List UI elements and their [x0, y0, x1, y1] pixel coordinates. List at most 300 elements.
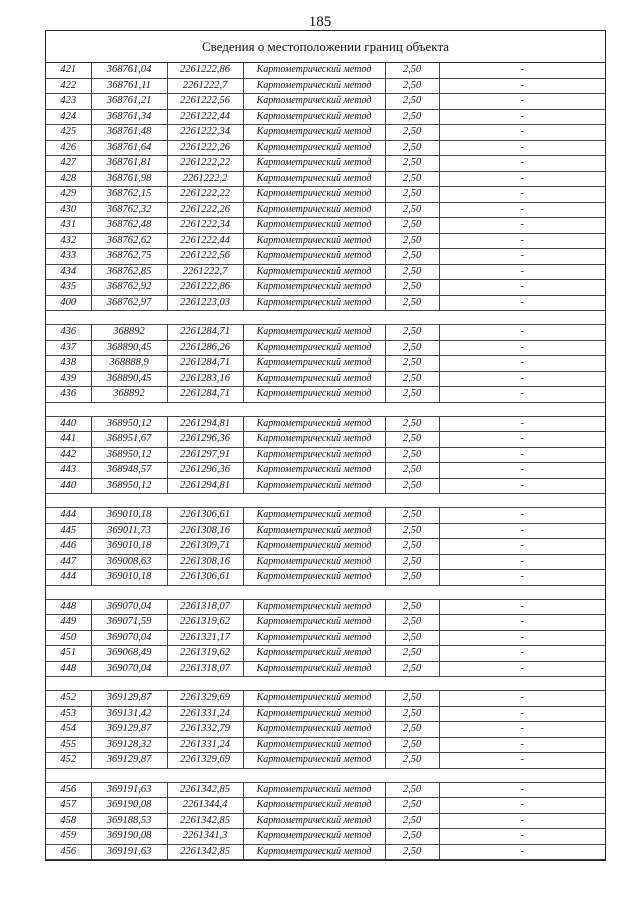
table-row: [46, 249, 605, 265]
x-coordinate-cell: 369011,73: [91, 523, 167, 539]
point-number-cell: 456: [46, 844, 91, 860]
method-cell: Картометрический метод: [243, 387, 385, 403]
separator-cell: [46, 402, 605, 416]
point-number-cell: 429: [46, 187, 91, 203]
table-row: [46, 140, 605, 156]
point-number-cell: 459: [46, 829, 91, 845]
accuracy-cell: 2,50: [385, 570, 439, 586]
x-coordinate-cell: 369191,63: [91, 782, 167, 798]
x-coordinate-cell: 368762,85: [91, 264, 167, 280]
y-coordinate-cell: 2261319,62: [167, 646, 243, 662]
x-coordinate-cell: 369191,63: [91, 844, 167, 860]
description-cell: -: [439, 280, 605, 296]
description-cell: -: [439, 156, 605, 172]
accuracy-cell: 2,50: [385, 371, 439, 387]
description-cell: -: [439, 63, 605, 78]
description-cell: -: [439, 295, 605, 311]
accuracy-cell: 2,50: [385, 416, 439, 432]
y-coordinate-cell: 2261222,44: [167, 233, 243, 249]
table-row: [46, 798, 605, 814]
point-number-cell: 436: [46, 387, 91, 403]
x-coordinate-cell: 368762,75: [91, 249, 167, 265]
y-coordinate-cell: 2261294,81: [167, 478, 243, 494]
point-number-cell: 434: [46, 264, 91, 280]
method-cell: Картометрический метод: [243, 691, 385, 707]
method-cell: Картометрический метод: [243, 202, 385, 218]
y-coordinate-cell: 2261318,07: [167, 599, 243, 615]
accuracy-cell: 2,50: [385, 630, 439, 646]
separator-cell: [46, 585, 605, 599]
x-coordinate-cell: 369010,18: [91, 570, 167, 586]
description-cell: -: [439, 646, 605, 662]
separator-cell: [46, 311, 605, 325]
table-row: [46, 109, 605, 125]
x-coordinate-cell: 369010,18: [91, 508, 167, 524]
point-number-cell: 458: [46, 813, 91, 829]
table-row: [46, 722, 605, 738]
y-coordinate-cell: 2261222,7: [167, 264, 243, 280]
description-cell: -: [439, 813, 605, 829]
method-cell: Картометрический метод: [243, 782, 385, 798]
description-cell: -: [439, 171, 605, 187]
x-coordinate-cell: 368888,9: [91, 356, 167, 372]
description-cell: -: [439, 539, 605, 555]
description-cell: -: [439, 630, 605, 646]
table-row: [46, 661, 605, 677]
x-coordinate-cell: 368761,11: [91, 78, 167, 94]
description-cell: -: [439, 829, 605, 845]
method-cell: Картометрический метод: [243, 109, 385, 125]
y-coordinate-cell: 2261294,81: [167, 416, 243, 432]
coordinates-table: [46, 63, 605, 860]
accuracy-cell: 2,50: [385, 691, 439, 707]
method-cell: Картометрический метод: [243, 722, 385, 738]
method-cell: Картометрический метод: [243, 615, 385, 631]
table-row: [46, 340, 605, 356]
description-cell: -: [439, 782, 605, 798]
point-number-cell: 426: [46, 140, 91, 156]
point-number-cell: 455: [46, 737, 91, 753]
method-cell: Картометрический метод: [243, 844, 385, 860]
y-coordinate-cell: 2261309,71: [167, 539, 243, 555]
point-number-cell: 438: [46, 356, 91, 372]
group-separator: [46, 585, 605, 599]
accuracy-cell: 2,50: [385, 187, 439, 203]
description-cell: -: [439, 125, 605, 141]
description-cell: -: [439, 325, 605, 341]
point-number-cell: 424: [46, 109, 91, 125]
method-cell: Картометрический метод: [243, 218, 385, 234]
method-cell: Картометрический метод: [243, 264, 385, 280]
point-number-cell: 430: [46, 202, 91, 218]
x-coordinate-cell: 368950,12: [91, 447, 167, 463]
method-cell: Картометрический метод: [243, 356, 385, 372]
description-cell: -: [439, 554, 605, 570]
description-cell: -: [439, 523, 605, 539]
y-coordinate-cell: 2261223,03: [167, 295, 243, 311]
table-row: [46, 523, 605, 539]
y-coordinate-cell: 2261342,85: [167, 813, 243, 829]
method-cell: Картометрический метод: [243, 416, 385, 432]
table-row: [46, 539, 605, 555]
method-cell: Картометрический метод: [243, 570, 385, 586]
x-coordinate-cell: 369070,04: [91, 661, 167, 677]
y-coordinate-cell: 2261342,85: [167, 844, 243, 860]
group-separator: [46, 677, 605, 691]
table-row: [46, 615, 605, 631]
accuracy-cell: 2,50: [385, 523, 439, 539]
method-cell: Картометрический метод: [243, 508, 385, 524]
table-row: [46, 280, 605, 296]
point-number-cell: 428: [46, 171, 91, 187]
table-row: [46, 737, 605, 753]
table-row: [46, 782, 605, 798]
x-coordinate-cell: 369190,08: [91, 829, 167, 845]
description-cell: -: [439, 599, 605, 615]
method-cell: Картометрический метод: [243, 661, 385, 677]
accuracy-cell: 2,50: [385, 478, 439, 494]
accuracy-cell: 2,50: [385, 125, 439, 141]
x-coordinate-cell: 368950,12: [91, 478, 167, 494]
point-number-cell: 444: [46, 508, 91, 524]
y-coordinate-cell: 2261284,71: [167, 356, 243, 372]
method-cell: Картометрический метод: [243, 463, 385, 479]
description-cell: -: [439, 109, 605, 125]
accuracy-cell: 2,50: [385, 280, 439, 296]
point-number-cell: 425: [46, 125, 91, 141]
description-cell: -: [439, 78, 605, 94]
table-row: [46, 478, 605, 494]
y-coordinate-cell: 2261222,26: [167, 140, 243, 156]
x-coordinate-cell: 368762,15: [91, 187, 167, 203]
point-number-cell: 449: [46, 615, 91, 631]
table-row: [46, 233, 605, 249]
y-coordinate-cell: 2261222,86: [167, 280, 243, 296]
method-cell: Картометрический метод: [243, 706, 385, 722]
point-number-cell: 454: [46, 722, 91, 738]
y-coordinate-cell: 2261222,44: [167, 109, 243, 125]
point-number-cell: 423: [46, 94, 91, 110]
description-cell: -: [439, 753, 605, 769]
point-number-cell: 448: [46, 661, 91, 677]
separator-cell: [46, 768, 605, 782]
point-number-cell: 440: [46, 478, 91, 494]
table-row: [46, 156, 605, 172]
x-coordinate-cell: 368761,81: [91, 156, 167, 172]
accuracy-cell: 2,50: [385, 432, 439, 448]
y-coordinate-cell: 2261318,07: [167, 661, 243, 677]
y-coordinate-cell: 2261306,61: [167, 508, 243, 524]
table-row: [46, 570, 605, 586]
accuracy-cell: 2,50: [385, 109, 439, 125]
method-cell: Картометрический метод: [243, 371, 385, 387]
y-coordinate-cell: 2261222,22: [167, 156, 243, 172]
method-cell: Картометрический метод: [243, 340, 385, 356]
accuracy-cell: 2,50: [385, 798, 439, 814]
description-cell: -: [439, 478, 605, 494]
accuracy-cell: 2,50: [385, 615, 439, 631]
description-cell: -: [439, 340, 605, 356]
table-row: [46, 325, 605, 341]
method-cell: Картометрический метод: [243, 447, 385, 463]
method-cell: Картометрический метод: [243, 140, 385, 156]
y-coordinate-cell: 2261296,36: [167, 463, 243, 479]
description-cell: -: [439, 661, 605, 677]
y-coordinate-cell: 2261222,7: [167, 78, 243, 94]
x-coordinate-cell: 368762,97: [91, 295, 167, 311]
y-coordinate-cell: 2261222,56: [167, 94, 243, 110]
method-cell: Картометрический метод: [243, 187, 385, 203]
description-cell: -: [439, 737, 605, 753]
y-coordinate-cell: 2261344,4: [167, 798, 243, 814]
point-number-cell: 453: [46, 706, 91, 722]
method-cell: Картометрический метод: [243, 599, 385, 615]
point-number-cell: 445: [46, 523, 91, 539]
separator-cell: [46, 494, 605, 508]
point-number-cell: 451: [46, 646, 91, 662]
accuracy-cell: 2,50: [385, 171, 439, 187]
y-coordinate-cell: 2261297,91: [167, 447, 243, 463]
group-separator: [46, 768, 605, 782]
x-coordinate-cell: 368762,62: [91, 233, 167, 249]
x-coordinate-cell: 368890,45: [91, 340, 167, 356]
point-number-cell: 448: [46, 599, 91, 615]
accuracy-cell: 2,50: [385, 94, 439, 110]
y-coordinate-cell: 2261306,61: [167, 570, 243, 586]
x-coordinate-cell: 368892: [91, 325, 167, 341]
method-cell: Картометрический метод: [243, 156, 385, 172]
x-coordinate-cell: 368762,32: [91, 202, 167, 218]
table-row: [46, 187, 605, 203]
accuracy-cell: 2,50: [385, 78, 439, 94]
x-coordinate-cell: 369129,87: [91, 691, 167, 707]
accuracy-cell: 2,50: [385, 218, 439, 234]
x-coordinate-cell: 369188,53: [91, 813, 167, 829]
x-coordinate-cell: 368761,04: [91, 63, 167, 78]
table-row: [46, 63, 605, 78]
description-cell: -: [439, 432, 605, 448]
description-cell: -: [439, 140, 605, 156]
x-coordinate-cell: 369010,18: [91, 539, 167, 555]
table-row: [46, 371, 605, 387]
point-number-cell: 432: [46, 233, 91, 249]
method-cell: Картометрический метод: [243, 737, 385, 753]
method-cell: Картометрический метод: [243, 78, 385, 94]
accuracy-cell: 2,50: [385, 539, 439, 555]
point-number-cell: 444: [46, 570, 91, 586]
method-cell: Картометрический метод: [243, 295, 385, 311]
method-cell: Картометрический метод: [243, 249, 385, 265]
accuracy-cell: 2,50: [385, 554, 439, 570]
accuracy-cell: 2,50: [385, 706, 439, 722]
table-row: [46, 416, 605, 432]
x-coordinate-cell: 369129,87: [91, 753, 167, 769]
accuracy-cell: 2,50: [385, 356, 439, 372]
description-cell: -: [439, 249, 605, 265]
x-coordinate-cell: 369129,87: [91, 722, 167, 738]
accuracy-cell: 2,50: [385, 63, 439, 78]
table-row: [46, 508, 605, 524]
method-cell: Картометрический метод: [243, 94, 385, 110]
table-row: [46, 463, 605, 479]
x-coordinate-cell: 369071,59: [91, 615, 167, 631]
point-number-cell: 443: [46, 463, 91, 479]
description-cell: -: [439, 371, 605, 387]
x-coordinate-cell: 369128,32: [91, 737, 167, 753]
accuracy-cell: 2,50: [385, 508, 439, 524]
point-number-cell: 447: [46, 554, 91, 570]
table-row: [46, 202, 605, 218]
y-coordinate-cell: 2261283,16: [167, 371, 243, 387]
y-coordinate-cell: 2261222,34: [167, 125, 243, 141]
accuracy-cell: 2,50: [385, 646, 439, 662]
table-row: [46, 691, 605, 707]
table-row: [46, 78, 605, 94]
accuracy-cell: 2,50: [385, 844, 439, 860]
y-coordinate-cell: 2261331,24: [167, 737, 243, 753]
y-coordinate-cell: 2261319,62: [167, 615, 243, 631]
x-coordinate-cell: 368761,48: [91, 125, 167, 141]
accuracy-cell: 2,50: [385, 447, 439, 463]
description-cell: -: [439, 463, 605, 479]
y-coordinate-cell: 2261284,71: [167, 387, 243, 403]
description-cell: -: [439, 416, 605, 432]
y-coordinate-cell: 2261222,86: [167, 63, 243, 78]
x-coordinate-cell: 369190,08: [91, 798, 167, 814]
y-coordinate-cell: 2261341,3: [167, 829, 243, 845]
y-coordinate-cell: 2261222,22: [167, 187, 243, 203]
method-cell: Картометрический метод: [243, 813, 385, 829]
accuracy-cell: 2,50: [385, 264, 439, 280]
accuracy-cell: 2,50: [385, 829, 439, 845]
description-cell: -: [439, 447, 605, 463]
y-coordinate-cell: 2261222,2: [167, 171, 243, 187]
table-row: [46, 706, 605, 722]
group-separator: [46, 311, 605, 325]
table-row: [46, 218, 605, 234]
method-cell: Картометрический метод: [243, 233, 385, 249]
separator-cell: [46, 677, 605, 691]
method-cell: Картометрический метод: [243, 478, 385, 494]
point-number-cell: 442: [46, 447, 91, 463]
x-coordinate-cell: 368950,12: [91, 416, 167, 432]
accuracy-cell: 2,50: [385, 156, 439, 172]
method-cell: Картометрический метод: [243, 798, 385, 814]
y-coordinate-cell: 2261329,69: [167, 753, 243, 769]
accuracy-cell: 2,50: [385, 340, 439, 356]
y-coordinate-cell: 2261329,69: [167, 691, 243, 707]
x-coordinate-cell: 369068,49: [91, 646, 167, 662]
x-coordinate-cell: 368762,92: [91, 280, 167, 296]
x-coordinate-cell: 368890,45: [91, 371, 167, 387]
x-coordinate-cell: 368948,57: [91, 463, 167, 479]
description-cell: -: [439, 94, 605, 110]
accuracy-cell: 2,50: [385, 140, 439, 156]
method-cell: Картометрический метод: [243, 280, 385, 296]
point-number-cell: 452: [46, 753, 91, 769]
table-row: [46, 387, 605, 403]
point-number-cell: 440: [46, 416, 91, 432]
x-coordinate-cell: 369131,42: [91, 706, 167, 722]
point-number-cell: 431: [46, 218, 91, 234]
x-coordinate-cell: 368892: [91, 387, 167, 403]
table-row: [46, 630, 605, 646]
accuracy-cell: 2,50: [385, 722, 439, 738]
method-cell: Картометрический метод: [243, 125, 385, 141]
y-coordinate-cell: 2261331,24: [167, 706, 243, 722]
y-coordinate-cell: 2261308,16: [167, 554, 243, 570]
point-number-cell: 456: [46, 782, 91, 798]
table-row: [46, 125, 605, 141]
y-coordinate-cell: 2261222,56: [167, 249, 243, 265]
description-cell: -: [439, 691, 605, 707]
accuracy-cell: 2,50: [385, 463, 439, 479]
method-cell: Картометрический метод: [243, 63, 385, 78]
description-cell: -: [439, 615, 605, 631]
table-row: [46, 432, 605, 448]
y-coordinate-cell: 2261321,17: [167, 630, 243, 646]
table-row: [46, 844, 605, 860]
y-coordinate-cell: 2261286,26: [167, 340, 243, 356]
accuracy-cell: 2,50: [385, 325, 439, 341]
accuracy-cell: 2,50: [385, 599, 439, 615]
table-row: [46, 356, 605, 372]
y-coordinate-cell: 2261308,16: [167, 523, 243, 539]
point-number-cell: 446: [46, 539, 91, 555]
table-row: [46, 753, 605, 769]
table-row: [46, 295, 605, 311]
x-coordinate-cell: 368761,64: [91, 140, 167, 156]
method-cell: Картометрический метод: [243, 539, 385, 555]
accuracy-cell: 2,50: [385, 295, 439, 311]
accuracy-cell: 2,50: [385, 661, 439, 677]
description-cell: -: [439, 387, 605, 403]
y-coordinate-cell: 2261296,36: [167, 432, 243, 448]
method-cell: Картометрический метод: [243, 646, 385, 662]
boundary-table-frame: [45, 30, 606, 861]
description-cell: -: [439, 218, 605, 234]
point-number-cell: 450: [46, 630, 91, 646]
group-separator: [46, 402, 605, 416]
method-cell: Картометрический метод: [243, 523, 385, 539]
description-cell: -: [439, 508, 605, 524]
point-number-cell: 421: [46, 63, 91, 78]
table-row: [46, 264, 605, 280]
description-cell: -: [439, 202, 605, 218]
table-row: [46, 829, 605, 845]
point-number-cell: 437: [46, 340, 91, 356]
accuracy-cell: 2,50: [385, 737, 439, 753]
table-row: [46, 94, 605, 110]
accuracy-cell: 2,50: [385, 202, 439, 218]
description-cell: -: [439, 356, 605, 372]
point-number-cell: 457: [46, 798, 91, 814]
x-coordinate-cell: 368761,34: [91, 109, 167, 125]
method-cell: Картометрический метод: [243, 630, 385, 646]
point-number-cell: 441: [46, 432, 91, 448]
table-title: Сведения о местоположении границ объекта: [46, 31, 605, 63]
description-cell: -: [439, 264, 605, 280]
x-coordinate-cell: 368761,98: [91, 171, 167, 187]
x-coordinate-cell: 369070,04: [91, 630, 167, 646]
group-separator: [46, 494, 605, 508]
table-row: [46, 447, 605, 463]
description-cell: -: [439, 706, 605, 722]
y-coordinate-cell: 2261332,79: [167, 722, 243, 738]
point-number-cell: 433: [46, 249, 91, 265]
y-coordinate-cell: 2261284,71: [167, 325, 243, 341]
description-cell: -: [439, 798, 605, 814]
